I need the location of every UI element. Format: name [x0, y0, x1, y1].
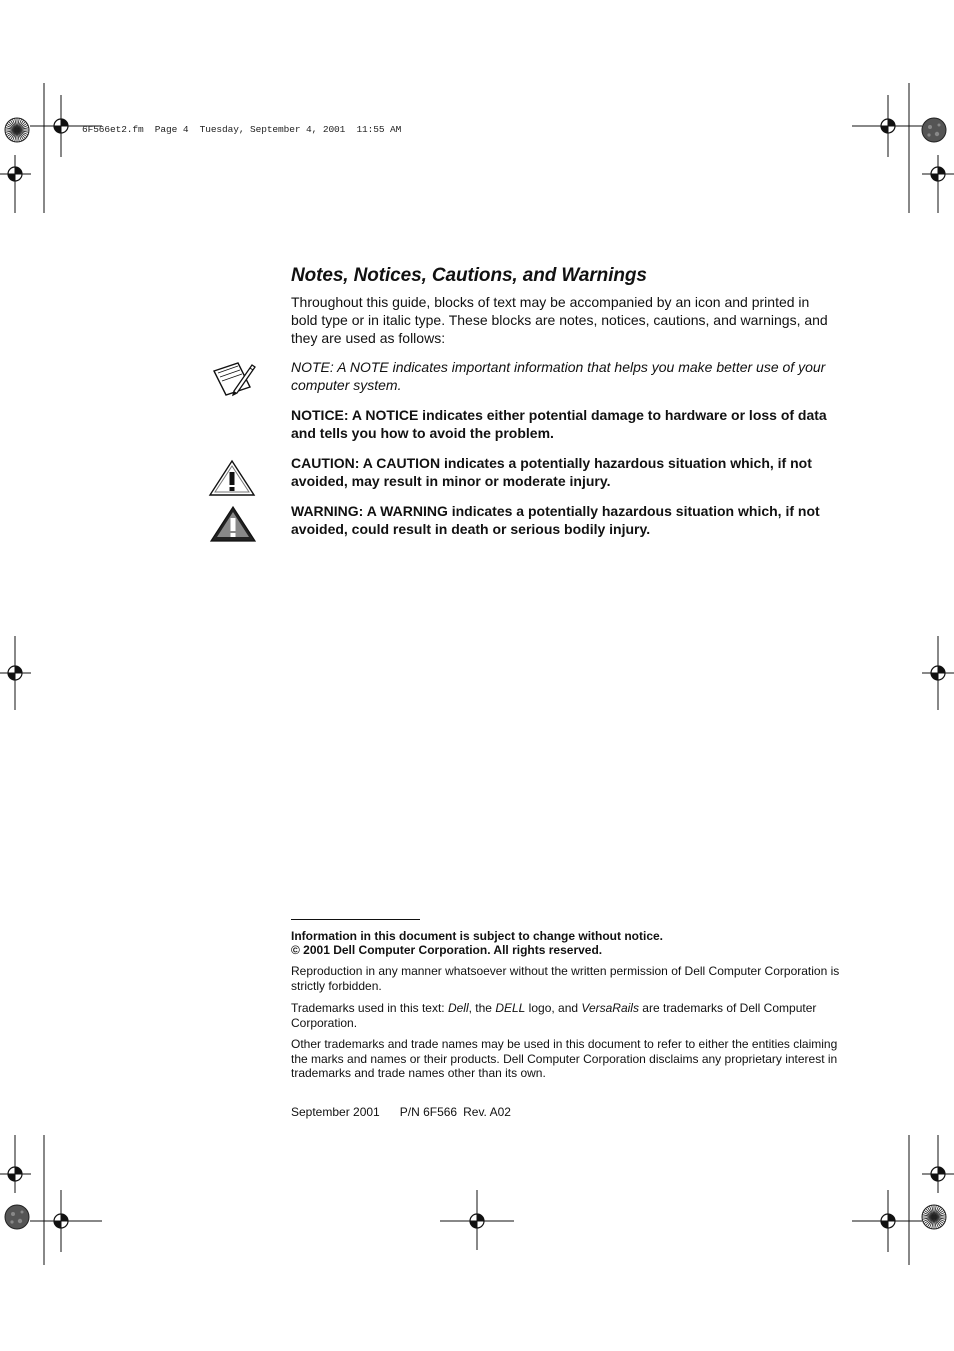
warning-triangle-icon: [209, 506, 257, 543]
intro-paragraph: Throughout this guide, blocks of text may be accompanied by an icon and printed in bold type or in italic type. These blocks are notes, notices, cautions, and warnings, and they are used as follows:: [291, 294, 828, 346]
trademarks-notice: [291, 1001, 841, 1030]
trademark-dell: Dell: [447, 1001, 469, 1015]
warning-block: WARNING: A WARNING indicates a potentially hazardous situation which, if not avoided, could result in death or serious bodily injury.: [291, 503, 820, 537]
trademark-dell-logo: DELL: [495, 1001, 526, 1015]
file-slug: 6F566et2.fm Page 4 Tuesday, September 4, 2001 11:55 AM: [82, 124, 402, 135]
note-block: NOTE: A NOTE indicates important information that helps you make better use of your computer system.: [291, 359, 826, 393]
trademarks-prefix: Trademarks used in this text:: [291, 1001, 448, 1015]
other-trademarks-notice: Other trademarks and trade names may be used in this document to refer to either the entities claiming the marks and names or their products. Dell Computer Corporation disclaims any proprietary interest in trademarks and trade names other than its own.: [291, 1037, 838, 1080]
footer-rule: [291, 919, 420, 920]
section-title: Notes, Notices, Cautions, and Warnings: [291, 265, 647, 286]
publication-date: September 2001: [291, 1105, 380, 1119]
note-pencil-icon: [212, 361, 256, 399]
caution-triangle-icon: [208, 459, 256, 497]
part-number: P/N 6F566: [399, 1105, 458, 1119]
trademarks-sep: logo, and: [525, 1001, 582, 1015]
caution-block: CAUTION: A CAUTION indicates a potentially hazardous situation which, if not avoided, may result in minor or moderate injury.: [291, 455, 812, 489]
publication-info: [291, 1105, 531, 1119]
trademark-versarails: VersaRails: [581, 1001, 639, 1015]
notice-block: NOTICE: A NOTICE indicates either potential damage to hardware or loss of data and tells you how to avoid the problem.: [291, 407, 827, 441]
change-notice: Information in this document is subject to change without notice.: [291, 929, 664, 943]
copyright-line: © 2001 Dell Computer Corporation. All rights reserved.: [291, 943, 603, 957]
revision: Rev. A02: [463, 1105, 511, 1119]
trademarks-suffix: are trademarks of Dell Computer Corporation.: [291, 1001, 817, 1030]
reproduction-notice: Reproduction in any manner whatsoever without the written permission of Dell Computer Corporation is strictly forbidden.: [291, 964, 840, 993]
trademarks-sep: , the: [468, 1001, 496, 1015]
